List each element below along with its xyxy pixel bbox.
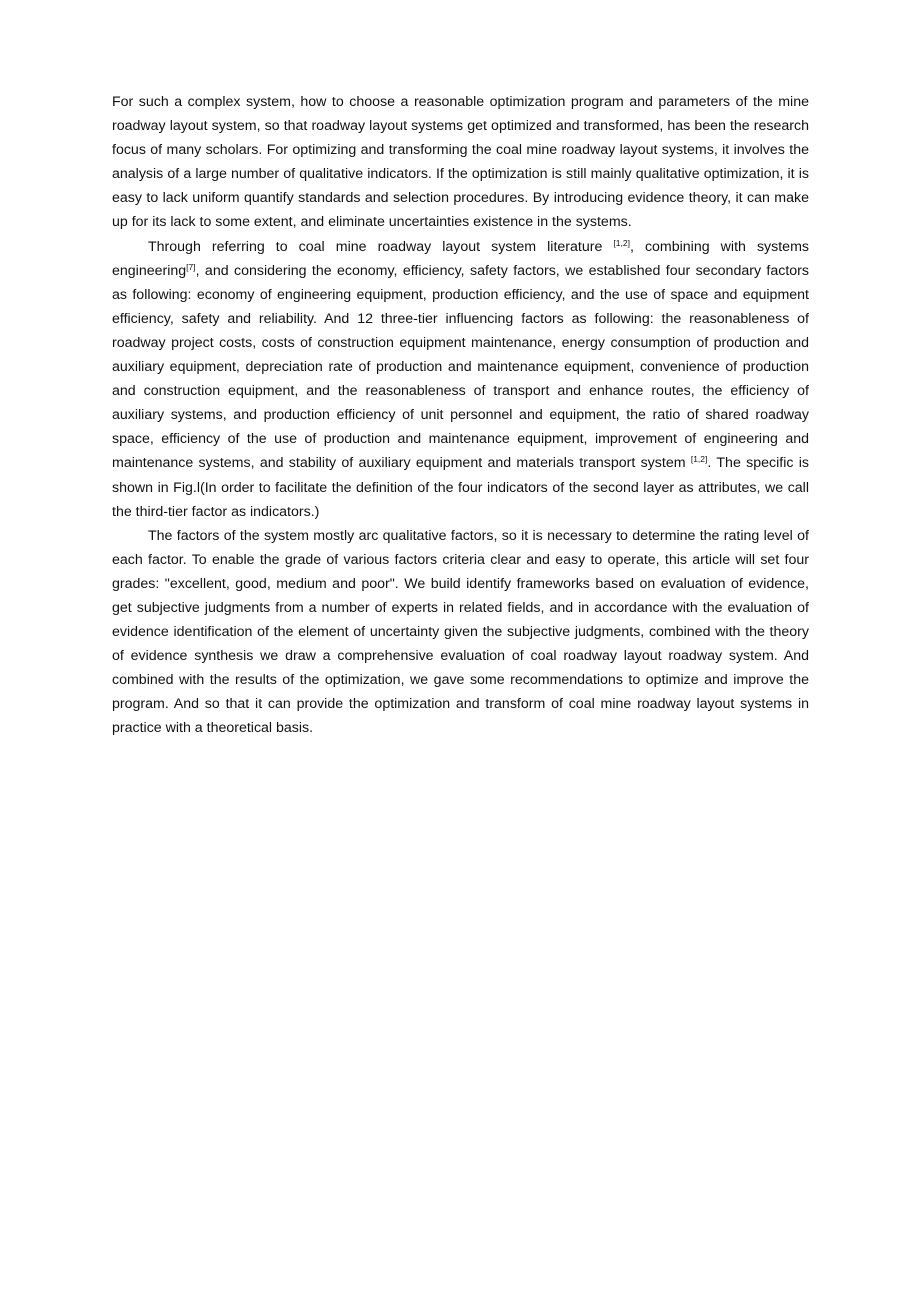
- paragraph-text: , and considering the economy, efficiency, safety factors, we established four secondary factors as following: economy of engineering equipment, production efficiency, and the use of space and equipment efficiency, safety and reliability. And 12 three-tier influencing factors as following: the reasonableness of roadway project costs, costs of construction equipment maintenance, energy consumption of production and auxiliary equipment, depreciation rate of production and maintenance equipment, convenience of production and construction equipment, and the reasonableness of transport and enhance routes, the efficiency of auxiliary systems, and production efficiency of unit personnel and equipment, the ratio of shared roadway space, efficiency of the use of production and maintenance equipment, improvement of engineering and maintenance systems, and stability of auxiliary equipment and materials transport system: [112, 262, 809, 472]
- document-body: [112, 90, 809, 741]
- paragraph-text: For such a complex system, how to choose a reasonable optimization program and parameters of the mine roadway layout system, so that roadway layout systems get optimized and transformed, has been the research focus of many scholars. For optimizing and transforming the coal mine roadway layout systems, it involves the analysis of a large number of qualitative indicators. If the optimization is still mainly qualitative optimization, it is easy to lack uniform quantify standards and selection procedures. By introducing evidence theory, it can make up for its lack to some extent, and eliminate uncertainties existence in the systems.: [112, 94, 809, 231]
- paragraph: [112, 524, 809, 741]
- citation-ref: [1,2]: [613, 237, 630, 248]
- citation-ref: [1,2]: [690, 454, 708, 465]
- paragraph-text: . The specific is shown in Fig.l(In order to facilitate the definition of the four indicators of the second layer as attributes, we call the third-tier factor as indicators.): [112, 455, 809, 520]
- paragraph-text: The factors of the system mostly arc qualitative factors, so it is necessary to determine the rating level of each factor. To enable the grade of various factors criteria clear and easy to operate, this article will set four grades: "excellent, good, medium and poor". We build identify frameworks based on evaluation of evidence, get subjective judgments from a number of experts in related fields, and in accordance with the evaluation of evidence identification of the element of uncertainty given the subjective judgments, combined with the theory of evidence synthesis we draw a comprehensive evaluation of coal roadway layout roadway system. And combined with the results of the optimization, we gave some recommendations to optimize and improve the program. And so that it can provide the optimization and transform of coal mine roadway layout systems in practice with a theoretical basis.: [112, 527, 809, 737]
- paragraph-text: Through referring to coal mine roadway layout system literature: [148, 238, 614, 255]
- paragraph: [112, 235, 809, 524]
- paragraph-text: , combining with systems engineering: [112, 238, 809, 279]
- citation-ref: [7]: [186, 261, 196, 272]
- paragraph: [112, 90, 809, 235]
